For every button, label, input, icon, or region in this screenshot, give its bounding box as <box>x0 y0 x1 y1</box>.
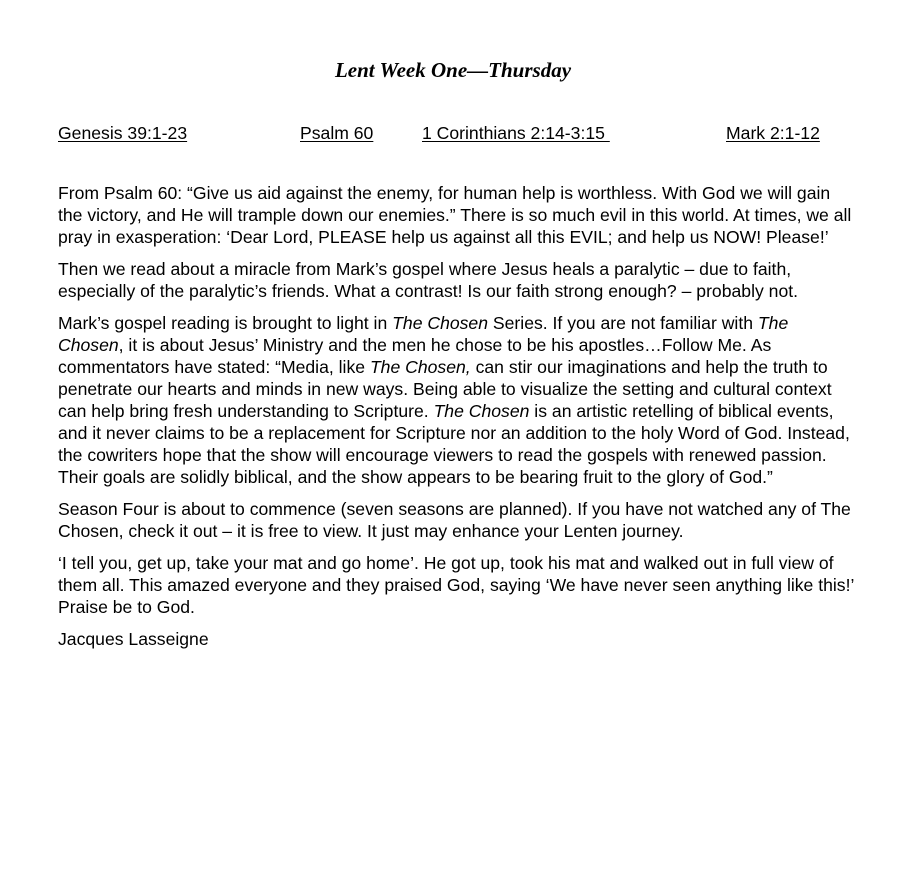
paragraph-psalm-reflection: From Psalm 60: “Give us aid against the enemy, for human help is worthless. With God we will gain the victory, and He will trample down our enemies.” There is so much evil in this world. At times, we all pray in exasperation: ‘Dear Lord, PLEASE help us against all this EVIL; and help us NOW! Please!’ <box>58 183 852 247</box>
text-segment: Mark’s gospel reading is brought to light in <box>58 313 393 333</box>
text-segment: , it is about Jesus’ Ministry and the men he chose to be his apostles…Follow Me. As commentators have stated: “Media, like <box>58 335 772 377</box>
series-title: The Chosen <box>433 401 530 421</box>
series-title: The Chosen <box>392 313 489 333</box>
document-title: Lent Week One—Thursday <box>334 58 572 82</box>
reading-link-genesis[interactable]: Genesis 39:1-23 <box>58 123 188 143</box>
text-segment: Series. If you are not familiar with <box>488 313 758 333</box>
text-segment: is an artistic retelling of biblical events, and it never claims to be a replacement for Scripture nor an addition to the holy Word of God. Instead, the cowriters hope that the show will encourage viewers to read the gospels with renewed passion. Their goals are solidly biblical, and the show appears to be bearing fruit to the glory of God.” <box>58 401 850 487</box>
reflection-body <box>58 182 858 660</box>
reading-link-corinthians[interactable]: 1 Corinthians 2:14-3:15 <box>422 123 610 143</box>
paragraph-miracle: Then we read about a miracle from Mark’s gospel where Jesus heals a paralytic – due to faith, especially of the paralytic’s friends. What a contrast! Is our faith strong enough? – probably not. <box>58 259 799 301</box>
author-signature: Jacques Lasseigne <box>58 629 209 649</box>
series-title: The Chosen, <box>369 357 471 377</box>
text-segment: can stir our imaginations and help the truth to penetrate our hearts and minds in new ways. Being able to visualize the setting and cultural context can help bring fresh understanding to Scripture. <box>58 357 832 421</box>
scripture-readings <box>58 121 848 145</box>
paragraph-closing-quote: ‘I tell you, get up, take your mat and go home’. He got up, took his mat and walked out in full view of them all. This amazed everyone and they praised God, saying ‘We have never seen anything like this!’ Praise be to God. <box>58 553 854 617</box>
paragraph-the-chosen <box>58 312 858 488</box>
reading-link-psalm[interactable]: Psalm 60 <box>300 123 374 143</box>
paragraph-season-four: Season Four is about to commence (seven seasons are planned). If you have not watched any of The Chosen, check it out – it is free to view. It just may enhance your Lenten journey. <box>58 499 851 541</box>
reading-link-mark[interactable]: Mark 2:1-12 <box>726 123 820 143</box>
series-title: The Chosen <box>58 313 789 355</box>
